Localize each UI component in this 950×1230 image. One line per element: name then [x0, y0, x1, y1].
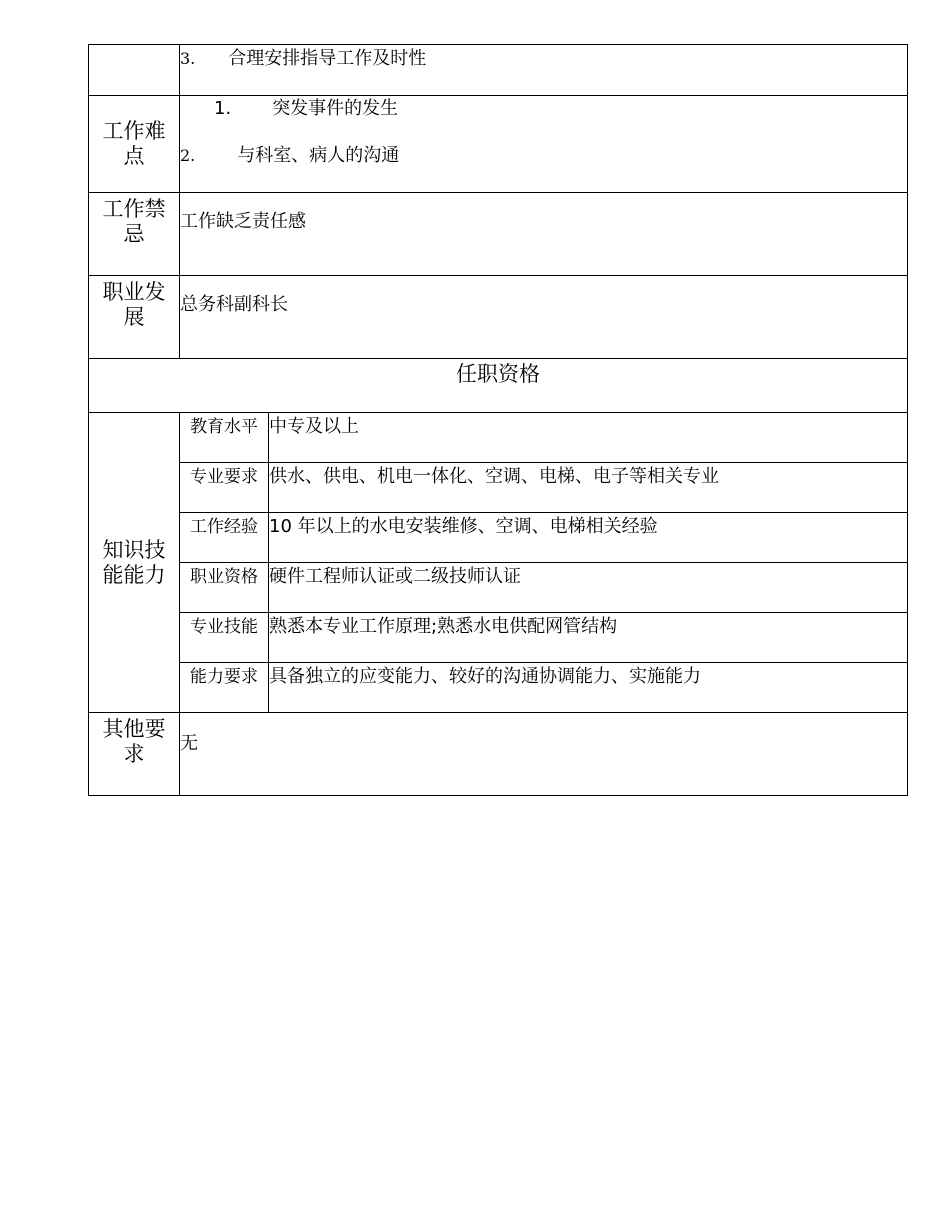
- continuation-row: [89, 45, 908, 96]
- difficulty-item-2-number: 2.: [180, 146, 196, 165]
- difficulty-item-2-text: 与科室、病人的沟通: [237, 145, 400, 166]
- career-label: 职业发展: [89, 276, 180, 359]
- qualifications-header: 任职资格: [89, 359, 908, 413]
- other-label: 其他要求: [89, 713, 180, 796]
- difficulty-row: [89, 96, 908, 193]
- career-row: [89, 276, 908, 359]
- difficulty-item-1: [180, 97, 907, 144]
- continuation-label-cell: [89, 45, 180, 96]
- knowledge-row-2: [89, 463, 908, 513]
- qualifications-header-row: [89, 359, 908, 413]
- skills-value: 熟悉本专业工作原理;熟悉水电供配网管结构: [269, 613, 908, 663]
- skills-label: 专业技能: [180, 613, 269, 663]
- knowledge-row-4: [89, 563, 908, 613]
- duty-item-3-number: 3.: [180, 49, 196, 68]
- continuation-value-cell: [180, 45, 908, 96]
- duty-item-3-text: 合理安排指导工作及时性: [228, 48, 427, 69]
- major-value: 供水、供电、机电一体化、空调、电梯、电子等相关专业: [269, 463, 908, 513]
- knowledge-label: 知识技能能力: [89, 413, 180, 713]
- knowledge-row-6: [89, 663, 908, 713]
- difficulty-label: 工作难点: [89, 96, 180, 193]
- ability-label: 能力要求: [180, 663, 269, 713]
- taboo-label: 工作禁忌: [89, 193, 180, 276]
- certification-label: 职业资格: [180, 563, 269, 613]
- major-label: 专业要求: [180, 463, 269, 513]
- experience-value: 10 年以上的水电安装维修、空调、电梯相关经验: [269, 513, 908, 563]
- duty-item-3: [180, 47, 907, 71]
- ability-value: 具备独立的应变能力、较好的沟通协调能力、实施能力: [269, 663, 908, 713]
- knowledge-row-1: [89, 413, 908, 463]
- knowledge-row-3: [89, 513, 908, 563]
- certification-value: 硬件工程师认证或二级技师认证: [269, 563, 908, 613]
- difficulty-value-cell: [180, 96, 908, 193]
- job-description-table: [88, 44, 908, 796]
- difficulty-item-1-text: 突发事件的发生: [272, 98, 399, 119]
- knowledge-row-5: [89, 613, 908, 663]
- education-label: 教育水平: [180, 413, 269, 463]
- experience-label: 工作经验: [180, 513, 269, 563]
- difficulty-item-1-number: 1.: [214, 98, 232, 119]
- taboo-row: [89, 193, 908, 276]
- difficulty-item-2: [180, 144, 907, 168]
- other-value: 无: [180, 713, 908, 796]
- other-row: [89, 713, 908, 796]
- education-value: 中专及以上: [269, 413, 908, 463]
- career-value: 总务科副科长: [180, 276, 908, 359]
- taboo-value: 工作缺乏责任感: [180, 193, 908, 276]
